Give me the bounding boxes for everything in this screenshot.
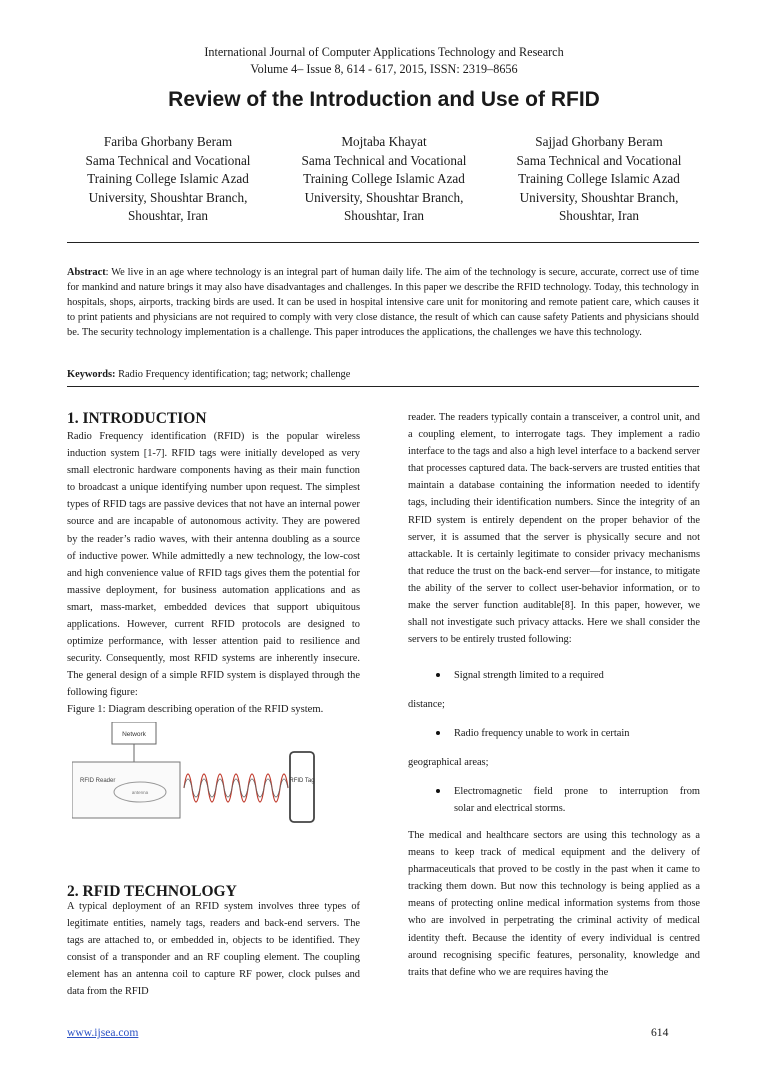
right-column-paragraph1: [408, 409, 700, 648]
paper-title: Review of the Introduction and Use of RFID: [168, 88, 600, 111]
keywords-label: Keywords:: [67, 369, 116, 380]
bullet-continuation-2: geographical areas;: [408, 757, 489, 768]
section1-text: Radio Frequency identification (RFID) is the popular wireless induction system [1-7]. RFID tags were initially developed as very small electronic hardware components having as their main function to broadcast a unique identifying number upon request. The simplest types of RFID tags are passive devices that not have an internal power source and are incapable of autonomous activity. They are powered by the reader’s radio waves, with their antenna doubling as a source of inductive power. While admittedly a new technology, the low-cost and high convenience value of RFID tags gives them the potential for massive deployment, for business automation applications and as smart, mass-market, embedded devices that support ubiquitous applications. However, current RFID protocols are designed to optimize performance, with lesser attention paid to resilience and security. Consequently, most RFID systems are inherently insecure. The general design of a simple RFID system is displayed through the following figure:: [67, 431, 360, 699]
keywords: [67, 367, 350, 382]
author-affiliation-line: Sama Technical and Vocational: [516, 152, 682, 168]
author-affiliation-line: Shoushtar, Iran: [558, 208, 640, 224]
figure1-rfid-diagram: [72, 722, 332, 842]
author-name: Sajjad Ghorbany Beram: [535, 134, 663, 149]
section2-heading: 2. RFID TECHNOLOGY: [67, 883, 237, 900]
author-affiliation-line: Shoushtar, Iran: [343, 208, 425, 224]
bullet-item-3-line1: Electromagnetic field prone to interruption from: [454, 786, 700, 797]
footer-page-number: 614: [651, 1026, 669, 1039]
bullet-item-2: Radio frequency unable to work in certain: [454, 728, 630, 739]
author-block-1: [68, 133, 268, 226]
author-affiliation-line: University, Shoushtar Branch,: [519, 189, 679, 205]
right-column-text2: The medical and healthcare sectors are using this technology as a means to keep track of medical equipment and the delivery of pharmaceuticals that proved to be costly in the past when it came to tracking them down. But now this technology is being applied as a means of protecting online medical information systems from those who are involved in perpetrating the criminal activity of medical identity theft. Because the identity of every individual is centred around recognising specific features, personality, knowledge and traits that define who we are requires having the: [408, 830, 700, 978]
figure1-caption: Figure 1: Diagram describing operation of the RFID system.: [67, 704, 324, 715]
bullet-dot-icon: [436, 789, 440, 793]
abstract-text: : We live in an age where technology is an integral part of human daily life. The aim of the technology is secure, accurate, correct use of time for mankind and nature brings it may also have disadvantages and challenges. In this paper we describe the RFID technology. Today, this technology in hospitals, shops, airports, tracking birds are used. It can be used in hospital intensive care unit for monitoring and remote patient care, which causes it to print patients and physicians are not required to comply with very close distance, the result of which can cause safety Patients and physicians should be. The security technology implementation is a challenge. This paper introduces the applications, the challenges we have this technology.: [67, 267, 699, 338]
abstract-label: Abstract: [67, 267, 106, 278]
tag-box: [290, 752, 314, 822]
author-affiliation-line: Shoushtar, Iran: [127, 208, 209, 224]
author-block-2: [284, 133, 484, 226]
footer-website-link[interactable]: www.ijsea.com: [67, 1026, 139, 1039]
section1-paragraph: [67, 428, 360, 702]
bullet-continuation-1: distance;: [408, 699, 445, 710]
journal-header-line2: Volume 4– Issue 8, 614 - 617, 2015, ISSN: 2319–8656: [250, 62, 518, 76]
keywords-text: Radio Frequency identification; tag; network; challenge: [115, 369, 351, 380]
tag-label: RFID Tag: [289, 778, 315, 784]
author-affiliation-line: Training College Islamic Azad: [87, 171, 249, 187]
author-affiliation-line: Training College Islamic Azad: [303, 171, 465, 187]
rf-wave-gray: [184, 779, 288, 797]
divider-top: [67, 242, 699, 243]
author-name: Fariba Ghorbany Beram: [103, 134, 233, 149]
author-name: Mojtaba Khayat: [341, 134, 427, 149]
author-affiliation-line: Sama Technical and Vocational: [301, 152, 467, 168]
section2-text: A typical deployment of an RFID system involves three types of legitimate entities, namely tags, readers and back-end servers. The tags are attached to, or embedded in, objects to be identified. They consist of a transponder and an RF coupling element. The coupling element has an antenna coil to capture RF power, clock pulses and data from the RFID: [67, 901, 360, 998]
right-column-text1: reader. The readers typically contain a transceiver, a control unit, and a coupling element, to interrogate tags. They implement a radio interface to the tags and also a high level interface to a backend server that processes captured data. The back-servers are trusted entities that maintain a database containing the information needed to identify tags, including their identification numbers. Since the integrity of an RFID system is entirely dependent on the proper behavior of the server, it is assumed that the server is physically secure and not attackable. It is certainly legitimate to consider privacy mechanisms that reduce the trust on the back-end server—for instance, to mitigate the ability of the server to collect user-behavior information, or to make the server function auditable[8]. In this paper, however, we shall not investigate such privacy attacks. Here we shall consider the servers to be entirely trusted following:: [408, 412, 700, 646]
section1-heading: 1. INTRODUCTION: [67, 410, 207, 427]
antenna-label: antenna: [131, 790, 149, 795]
reader-box: [72, 762, 180, 818]
author-affiliation-line: Training College Islamic Azad: [518, 171, 680, 187]
network-label: Network: [122, 731, 146, 738]
author-block-3: [499, 133, 699, 226]
section2-paragraph: [67, 898, 360, 1001]
journal-header-line1: International Journal of Computer Applications Technology and Research: [204, 45, 564, 59]
bullet-dot-icon: [436, 673, 440, 677]
divider-bottom: [67, 386, 699, 387]
bullet-item-1: Signal strength limited to a required: [454, 670, 604, 681]
abstract: [67, 265, 699, 340]
bullet-item-3-line2: solar and electrical storms.: [454, 803, 566, 814]
author-affiliation-line: Sama Technical and Vocational: [85, 152, 251, 168]
author-affiliation-line: University, Shoushtar Branch,: [304, 189, 464, 205]
right-column-paragraph2: [408, 827, 700, 981]
bullet-dot-icon: [436, 731, 440, 735]
reader-label: RFID Reader: [80, 778, 116, 784]
author-affiliation-line: University, Shoushtar Branch,: [88, 189, 248, 205]
